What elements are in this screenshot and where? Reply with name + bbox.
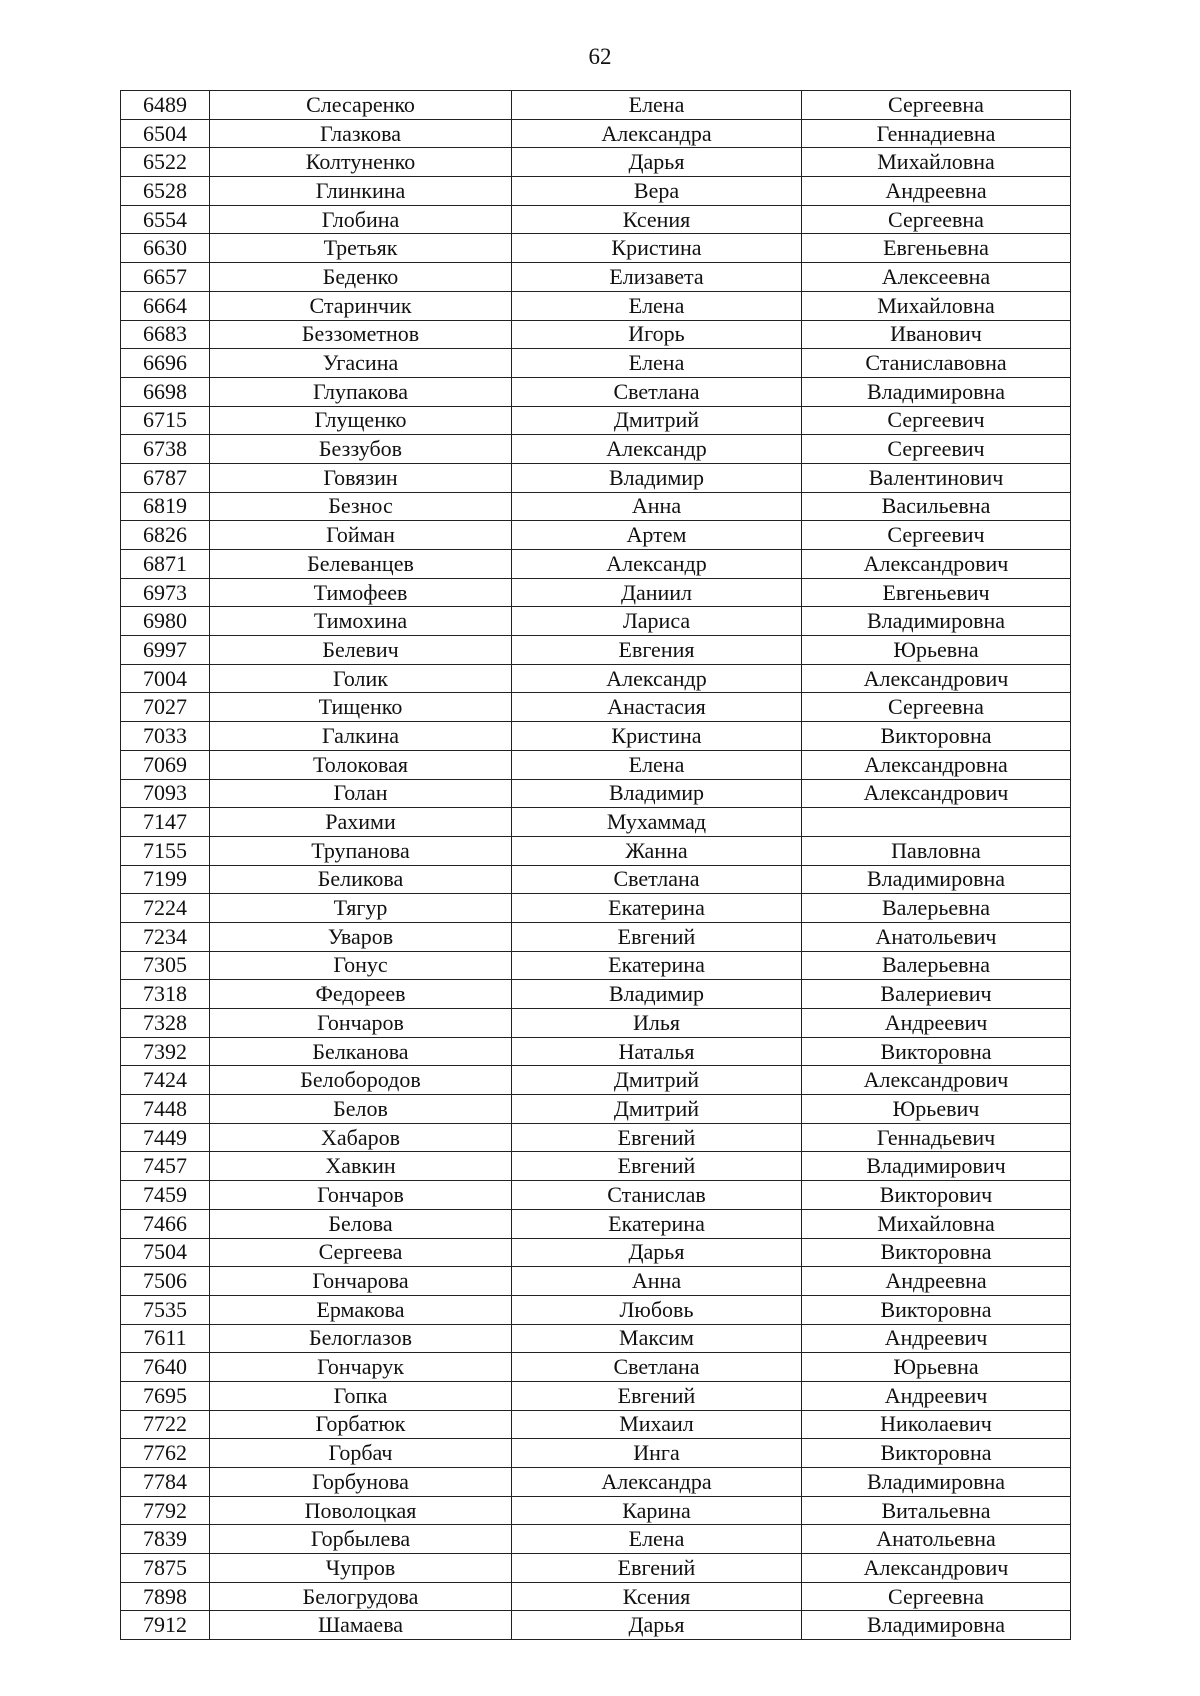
patronymic-cell: Александрович [802, 1554, 1071, 1583]
table-row [121, 1410, 1071, 1439]
first-name-cell: Александра [512, 119, 802, 148]
patronymic-cell: Евгеньевич [802, 578, 1071, 607]
last-name-cell: Белов [210, 1095, 512, 1124]
table-row [121, 177, 1071, 206]
table-row [121, 1439, 1071, 1468]
record-number-cell: 6683 [121, 320, 210, 349]
patronymic-cell: Владимировна [802, 377, 1071, 406]
table-row [121, 1238, 1071, 1267]
patronymic-cell: Витальевна [802, 1496, 1071, 1525]
patronymic-cell: Сергеевич [802, 406, 1071, 435]
patronymic-cell: Викторович [802, 1181, 1071, 1210]
record-number-cell: 6630 [121, 234, 210, 263]
record-number-cell: 7535 [121, 1295, 210, 1324]
patronymic-cell: Николаевич [802, 1410, 1071, 1439]
last-name-cell: Глазкова [210, 119, 512, 148]
last-name-cell: Сергеева [210, 1238, 512, 1267]
first-name-cell: Екатерина [512, 951, 802, 980]
roster-body [121, 91, 1071, 1640]
record-number-cell: 7457 [121, 1152, 210, 1181]
record-number-cell: 6696 [121, 349, 210, 378]
table-row [121, 1267, 1071, 1296]
record-number-cell: 7762 [121, 1439, 210, 1468]
last-name-cell: Белканова [210, 1037, 512, 1066]
record-number-cell: 7234 [121, 922, 210, 951]
table-row [121, 1324, 1071, 1353]
table-row [121, 377, 1071, 406]
record-number-cell: 6528 [121, 177, 210, 206]
first-name-cell: Евгений [512, 1381, 802, 1410]
first-name-cell: Александра [512, 1468, 802, 1497]
record-number-cell: 7459 [121, 1181, 210, 1210]
patronymic-cell: Сергеевич [802, 521, 1071, 550]
table-row [121, 922, 1071, 951]
last-name-cell: Глобина [210, 205, 512, 234]
patronymic-cell: Анатольевич [802, 922, 1071, 951]
patronymic-cell: Валерьевна [802, 894, 1071, 923]
patronymic-cell: Александрович [802, 1066, 1071, 1095]
last-name-cell: Толоковая [210, 750, 512, 779]
last-name-cell: Гончаров [210, 1009, 512, 1038]
patronymic-cell: Сергеевна [802, 1582, 1071, 1611]
table-row [121, 291, 1071, 320]
table-row [121, 91, 1071, 120]
record-number-cell: 6554 [121, 205, 210, 234]
table-row [121, 722, 1071, 751]
table-row [121, 1095, 1071, 1124]
first-name-cell: Дмитрий [512, 406, 802, 435]
patronymic-cell: Геннадиевна [802, 119, 1071, 148]
record-number-cell: 7392 [121, 1037, 210, 1066]
patronymic-cell: Станиславовна [802, 349, 1071, 378]
table-row [121, 865, 1071, 894]
first-name-cell: Лариса [512, 607, 802, 636]
page-number: 62 [588, 44, 612, 69]
table-row [121, 980, 1071, 1009]
first-name-cell: Кристина [512, 234, 802, 263]
patronymic-cell: Андреевич [802, 1381, 1071, 1410]
table-row [121, 1468, 1071, 1497]
record-number-cell: 6973 [121, 578, 210, 607]
record-number-cell: 7839 [121, 1525, 210, 1554]
table-row [121, 894, 1071, 923]
record-number-cell: 6504 [121, 119, 210, 148]
table-row [121, 779, 1071, 808]
first-name-cell: Инга [512, 1439, 802, 1468]
first-name-cell: Елена [512, 91, 802, 120]
patronymic-cell: Сергеевич [802, 435, 1071, 464]
first-name-cell: Дарья [512, 1611, 802, 1640]
first-name-cell: Светлана [512, 377, 802, 406]
last-name-cell: Рахими [210, 808, 512, 837]
first-name-cell: Илья [512, 1009, 802, 1038]
last-name-cell: Слесаренко [210, 91, 512, 120]
first-name-cell: Владимир [512, 463, 802, 492]
first-name-cell: Максим [512, 1324, 802, 1353]
first-name-cell: Владимир [512, 779, 802, 808]
record-number-cell: 7466 [121, 1209, 210, 1238]
table-row [121, 1009, 1071, 1038]
last-name-cell: Трупанова [210, 836, 512, 865]
last-name-cell: Чупров [210, 1554, 512, 1583]
record-number-cell: 7069 [121, 750, 210, 779]
table-row [121, 1554, 1071, 1583]
table-row [121, 435, 1071, 464]
table-row [121, 263, 1071, 292]
first-name-cell: Наталья [512, 1037, 802, 1066]
table-row [121, 1381, 1071, 1410]
patronymic-cell: Сергеевна [802, 91, 1071, 120]
first-name-cell: Михаил [512, 1410, 802, 1439]
first-name-cell: Владимир [512, 980, 802, 1009]
last-name-cell: Гойман [210, 521, 512, 550]
record-number-cell: 7504 [121, 1238, 210, 1267]
table-row [121, 664, 1071, 693]
table-row [121, 205, 1071, 234]
table-row [121, 521, 1071, 550]
record-number-cell: 7448 [121, 1095, 210, 1124]
record-number-cell: 6871 [121, 550, 210, 579]
patronymic-cell: Валентинович [802, 463, 1071, 492]
record-number-cell: 6997 [121, 636, 210, 665]
patronymic-cell: Викторовна [802, 1238, 1071, 1267]
table-row [121, 1209, 1071, 1238]
table-row [121, 951, 1071, 980]
table-row [121, 1123, 1071, 1152]
patronymic-cell: Юрьевна [802, 636, 1071, 665]
table-row [121, 1525, 1071, 1554]
first-name-cell: Елизавета [512, 263, 802, 292]
last-name-cell: Тягур [210, 894, 512, 923]
table-row [121, 550, 1071, 579]
record-number-cell: 7318 [121, 980, 210, 1009]
record-number-cell: 7199 [121, 865, 210, 894]
first-name-cell: Евгений [512, 1123, 802, 1152]
first-name-cell: Станислав [512, 1181, 802, 1210]
last-name-cell: Глупакова [210, 377, 512, 406]
patronymic-cell: Сергеевна [802, 693, 1071, 722]
table-row [121, 1295, 1071, 1324]
patronymic-cell: Владимировна [802, 1611, 1071, 1640]
first-name-cell: Елена [512, 750, 802, 779]
last-name-cell: Галкина [210, 722, 512, 751]
first-name-cell: Александр [512, 664, 802, 693]
table-row [121, 1611, 1071, 1640]
last-name-cell: Старинчик [210, 291, 512, 320]
last-name-cell: Беденко [210, 263, 512, 292]
patronymic-cell: Юрьевич [802, 1095, 1071, 1124]
first-name-cell: Евгений [512, 1554, 802, 1583]
last-name-cell: Белевич [210, 636, 512, 665]
last-name-cell: Гончарова [210, 1267, 512, 1296]
first-name-cell: Екатерина [512, 894, 802, 923]
patronymic-cell: Викторовна [802, 1037, 1071, 1066]
last-name-cell: Горбунова [210, 1468, 512, 1497]
first-name-cell: Мухаммад [512, 808, 802, 837]
last-name-cell: Тимофеев [210, 578, 512, 607]
last-name-cell: Белобородов [210, 1066, 512, 1095]
patronymic-cell: Александрович [802, 664, 1071, 693]
record-number-cell: 7875 [121, 1554, 210, 1583]
first-name-cell: Ксения [512, 1582, 802, 1611]
roster-table [120, 90, 1071, 1640]
first-name-cell: Светлана [512, 1353, 802, 1382]
record-number-cell: 7784 [121, 1468, 210, 1497]
record-number-cell: 6738 [121, 435, 210, 464]
record-number-cell: 7027 [121, 693, 210, 722]
last-name-cell: Беззометнов [210, 320, 512, 349]
last-name-cell: Глущенко [210, 406, 512, 435]
record-number-cell: 6664 [121, 291, 210, 320]
first-name-cell: Дарья [512, 148, 802, 177]
patronymic-cell: Юрьевна [802, 1353, 1071, 1382]
table-row [121, 463, 1071, 492]
last-name-cell: Говязин [210, 463, 512, 492]
last-name-cell: Поволоцкая [210, 1496, 512, 1525]
table-row [121, 607, 1071, 636]
patronymic-cell: Евгеньевна [802, 234, 1071, 263]
first-name-cell: Дмитрий [512, 1066, 802, 1095]
first-name-cell: Елена [512, 1525, 802, 1554]
record-number-cell: 7033 [121, 722, 210, 751]
last-name-cell: Уваров [210, 922, 512, 951]
patronymic-cell: Александровна [802, 750, 1071, 779]
patronymic-cell: Сергеевна [802, 205, 1071, 234]
record-number-cell: 7640 [121, 1353, 210, 1382]
table-row [121, 492, 1071, 521]
table-row [121, 349, 1071, 378]
patronymic-cell: Валериевич [802, 980, 1071, 1009]
record-number-cell: 7898 [121, 1582, 210, 1611]
last-name-cell: Хавкин [210, 1152, 512, 1181]
record-number-cell: 7506 [121, 1267, 210, 1296]
record-number-cell: 7695 [121, 1381, 210, 1410]
first-name-cell: Елена [512, 349, 802, 378]
patronymic-cell: Валерьевна [802, 951, 1071, 980]
first-name-cell: Любовь [512, 1295, 802, 1324]
last-name-cell: Белеванцев [210, 550, 512, 579]
last-name-cell: Белогрудова [210, 1582, 512, 1611]
last-name-cell: Федореев [210, 980, 512, 1009]
patronymic-cell: Андреевна [802, 177, 1071, 206]
last-name-cell: Гопка [210, 1381, 512, 1410]
record-number-cell: 6715 [121, 406, 210, 435]
table-row [121, 1582, 1071, 1611]
patronymic-cell: Павловна [802, 836, 1071, 865]
patronymic-cell: Владимировна [802, 607, 1071, 636]
table-row [121, 636, 1071, 665]
patronymic-cell: Андреевич [802, 1324, 1071, 1353]
first-name-cell: Даниил [512, 578, 802, 607]
patronymic-cell: Геннадьевич [802, 1123, 1071, 1152]
table-row [121, 1353, 1071, 1382]
last-name-cell: Ермакова [210, 1295, 512, 1324]
last-name-cell: Гончаров [210, 1181, 512, 1210]
first-name-cell: Евгений [512, 1152, 802, 1181]
record-number-cell: 6489 [121, 91, 210, 120]
patronymic-cell: Васильевна [802, 492, 1071, 521]
record-number-cell: 6826 [121, 521, 210, 550]
record-number-cell: 6657 [121, 263, 210, 292]
patronymic-cell: Михайловна [802, 148, 1071, 177]
last-name-cell: Горбылева [210, 1525, 512, 1554]
last-name-cell: Колтуненко [210, 148, 512, 177]
first-name-cell: Ксения [512, 205, 802, 234]
table-row [121, 578, 1071, 607]
table-row [121, 1037, 1071, 1066]
record-number-cell: 7155 [121, 836, 210, 865]
record-number-cell: 6522 [121, 148, 210, 177]
record-number-cell: 7328 [121, 1009, 210, 1038]
patronymic-cell: Викторовна [802, 1439, 1071, 1468]
last-name-cell: Горбач [210, 1439, 512, 1468]
record-number-cell: 7912 [121, 1611, 210, 1640]
first-name-cell: Евгения [512, 636, 802, 665]
table-row [121, 1152, 1071, 1181]
first-name-cell: Анна [512, 492, 802, 521]
first-name-cell: Игорь [512, 320, 802, 349]
patronymic-cell: Андреевич [802, 1009, 1071, 1038]
first-name-cell: Анна [512, 1267, 802, 1296]
table-row [121, 693, 1071, 722]
last-name-cell: Белова [210, 1209, 512, 1238]
record-number-cell: 7224 [121, 894, 210, 923]
last-name-cell: Шамаева [210, 1611, 512, 1640]
last-name-cell: Белоглазов [210, 1324, 512, 1353]
last-name-cell: Голан [210, 779, 512, 808]
record-number-cell: 6819 [121, 492, 210, 521]
patronymic-cell: Александрович [802, 779, 1071, 808]
first-name-cell: Светлана [512, 865, 802, 894]
last-name-cell: Третьяк [210, 234, 512, 263]
last-name-cell: Беликова [210, 865, 512, 894]
table-row [121, 1496, 1071, 1525]
patronymic-cell: Викторовна [802, 722, 1071, 751]
record-number-cell: 7004 [121, 664, 210, 693]
patronymic-cell: Владимирович [802, 1152, 1071, 1181]
table-row [121, 234, 1071, 263]
last-name-cell: Хабаров [210, 1123, 512, 1152]
first-name-cell: Александр [512, 550, 802, 579]
last-name-cell: Гонус [210, 951, 512, 980]
first-name-cell: Вера [512, 177, 802, 206]
patronymic-cell: Александрович [802, 550, 1071, 579]
table-row [121, 320, 1071, 349]
record-number-cell: 7093 [121, 779, 210, 808]
last-name-cell: Угасина [210, 349, 512, 378]
first-name-cell: Жанна [512, 836, 802, 865]
last-name-cell: Гончарук [210, 1353, 512, 1382]
record-number-cell: 7305 [121, 951, 210, 980]
last-name-cell: Голик [210, 664, 512, 693]
last-name-cell: Безнос [210, 492, 512, 521]
record-number-cell: 7424 [121, 1066, 210, 1095]
first-name-cell: Дмитрий [512, 1095, 802, 1124]
patronymic-cell: Владимировна [802, 1468, 1071, 1497]
last-name-cell: Горбатюк [210, 1410, 512, 1439]
record-number-cell: 6698 [121, 377, 210, 406]
first-name-cell: Елена [512, 291, 802, 320]
record-number-cell: 7611 [121, 1324, 210, 1353]
record-number-cell: 7147 [121, 808, 210, 837]
first-name-cell: Дарья [512, 1238, 802, 1267]
patronymic-cell: Михайловна [802, 1209, 1071, 1238]
table-row [121, 1181, 1071, 1210]
record-number-cell: 6980 [121, 607, 210, 636]
first-name-cell: Карина [512, 1496, 802, 1525]
table-row [121, 148, 1071, 177]
first-name-cell: Кристина [512, 722, 802, 751]
patronymic-cell: Викторовна [802, 1295, 1071, 1324]
patronymic-cell: Алексеевна [802, 263, 1071, 292]
last-name-cell: Тимохина [210, 607, 512, 636]
table-row [121, 836, 1071, 865]
last-name-cell: Беззубов [210, 435, 512, 464]
record-number-cell: 7792 [121, 1496, 210, 1525]
patronymic-cell: Анатольевна [802, 1525, 1071, 1554]
first-name-cell: Анастасия [512, 693, 802, 722]
patronymic-cell [802, 808, 1071, 837]
table-row [121, 750, 1071, 779]
last-name-cell: Глинкина [210, 177, 512, 206]
record-number-cell: 6787 [121, 463, 210, 492]
table-row [121, 406, 1071, 435]
first-name-cell: Артем [512, 521, 802, 550]
patronymic-cell: Иванович [802, 320, 1071, 349]
patronymic-cell: Андреевна [802, 1267, 1071, 1296]
patronymic-cell: Владимировна [802, 865, 1071, 894]
record-number-cell: 7449 [121, 1123, 210, 1152]
first-name-cell: Александр [512, 435, 802, 464]
first-name-cell: Евгений [512, 922, 802, 951]
table-row [121, 808, 1071, 837]
table-row [121, 1066, 1071, 1095]
first-name-cell: Екатерина [512, 1209, 802, 1238]
record-number-cell: 7722 [121, 1410, 210, 1439]
table-row [121, 119, 1071, 148]
patronymic-cell: Михайловна [802, 291, 1071, 320]
last-name-cell: Тищенко [210, 693, 512, 722]
